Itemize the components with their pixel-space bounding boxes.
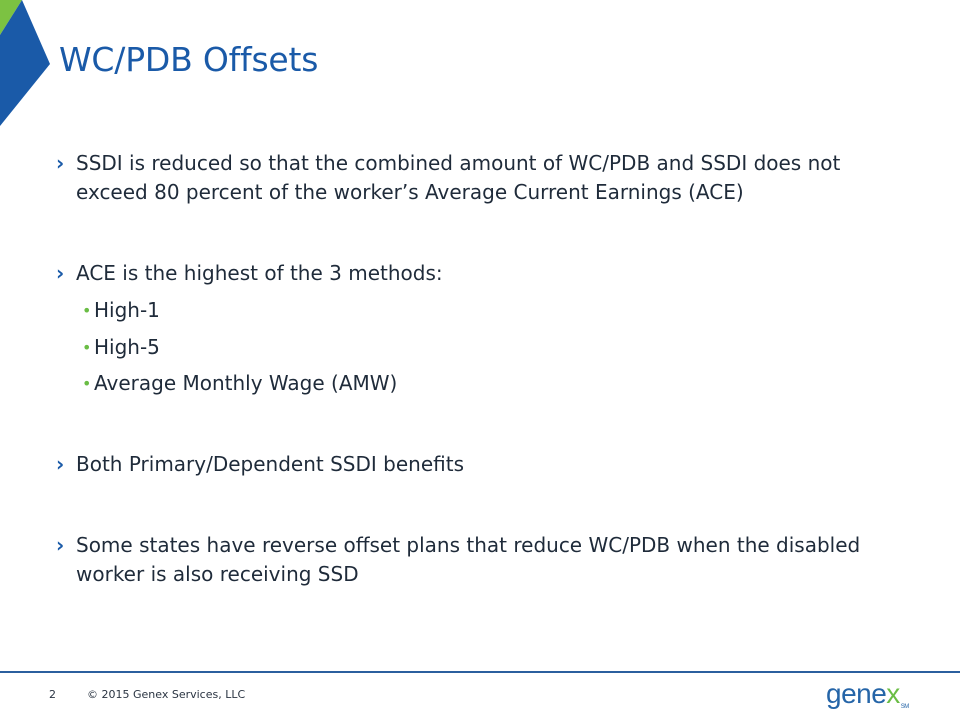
chevron-right-icon: › bbox=[56, 151, 65, 175]
logo-text: gene bbox=[826, 678, 887, 709]
slide-title: WC/PDB Offsets bbox=[59, 40, 319, 79]
bullet-text: ACE is the highest of the 3 methods: bbox=[76, 261, 443, 285]
footer-divider bbox=[0, 671, 960, 673]
genex-logo bbox=[826, 678, 909, 710]
sub-bullet-item bbox=[56, 296, 916, 333]
chevron-right-icon: › bbox=[56, 261, 65, 285]
bullet-item-ssdi-reduced bbox=[56, 149, 916, 207]
sub-bullet-text: High-1 bbox=[94, 298, 160, 322]
bullet-item-ace-methods bbox=[56, 259, 916, 288]
bullet-text: Both Primary/Dependent SSDI benefits bbox=[76, 451, 464, 476]
copyright-text: © 2015 Genex Services, LLC bbox=[87, 688, 246, 701]
sub-bullet-item bbox=[56, 369, 916, 406]
sub-bullet-text: Average Monthly Wage (AMW) bbox=[94, 371, 398, 395]
bullet-item-reverse-offset bbox=[56, 531, 916, 589]
chevron-right-icon: › bbox=[56, 451, 65, 476]
sub-bullet-item bbox=[56, 333, 916, 370]
bullet-item-primary-dependent bbox=[56, 450, 916, 479]
slide-content bbox=[56, 149, 916, 589]
bullet-text: SSDI is reduced so that the combined amount of WC/PDB and SSDI does not exceed 80 percent of the worker’s Average Current Earnings (ACE) bbox=[76, 151, 841, 204]
logo-service-mark: SM bbox=[900, 704, 909, 710]
bullet-text: Some states have reverse offset plans that reduce WC/PDB when the disabled worker is also receiving SSD bbox=[76, 532, 861, 586]
dot-icon: • bbox=[82, 374, 92, 393]
chevron-right-icon: › bbox=[56, 532, 65, 557]
dot-icon: • bbox=[82, 337, 92, 357]
page-number: 2 bbox=[49, 688, 56, 701]
sub-bullet-text: High-5 bbox=[94, 334, 160, 359]
corner-accent-graphic bbox=[0, 0, 50, 130]
logo-x: x bbox=[886, 678, 900, 709]
sub-bullet-list bbox=[56, 296, 916, 406]
dot-icon: • bbox=[82, 301, 92, 320]
